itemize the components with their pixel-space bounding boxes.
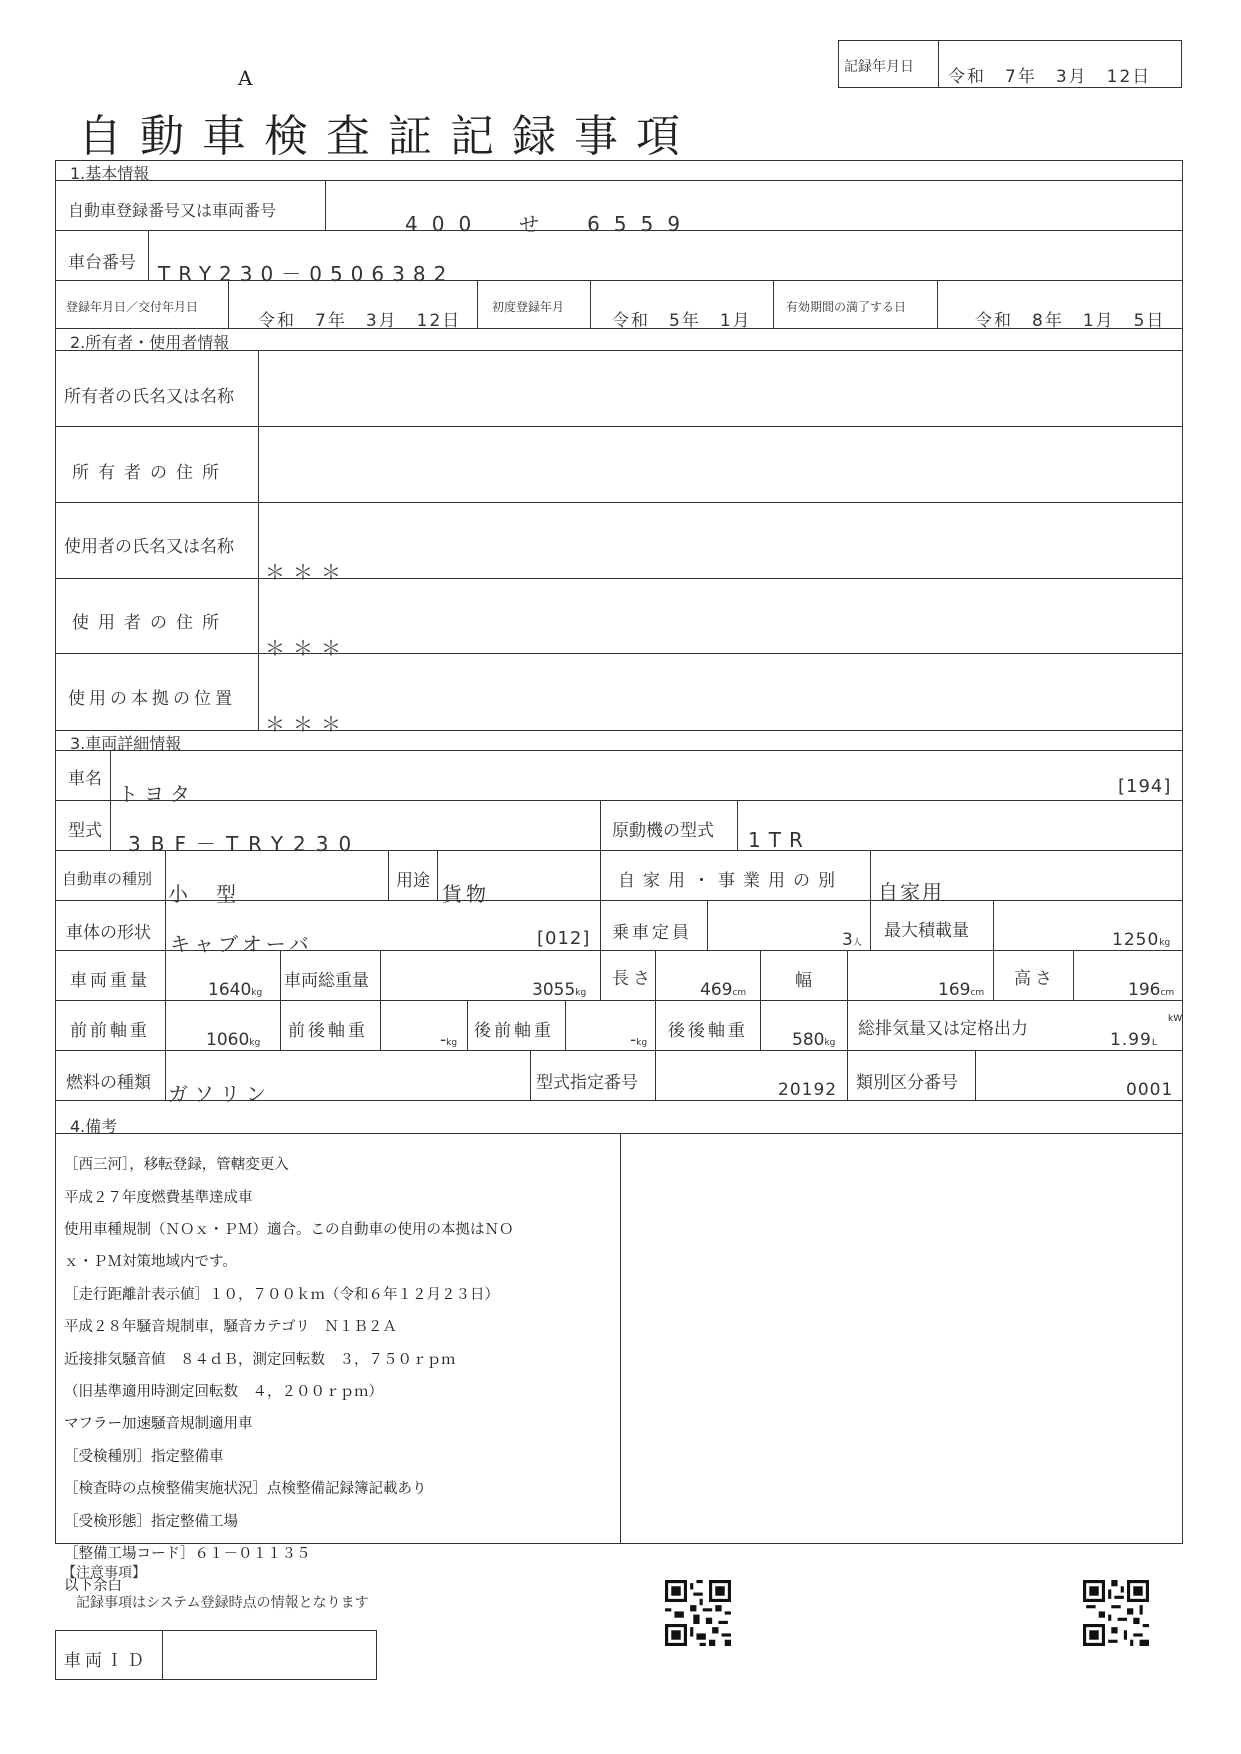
record-date-label: 記録年月日 bbox=[844, 59, 914, 75]
gross-value: 3055kg bbox=[532, 980, 587, 1000]
reg-no-label: 自動車登録番号又は車両番号 bbox=[68, 201, 277, 220]
class-no-value: 0001 bbox=[1126, 1080, 1174, 1100]
remark-line: ［検査時の点検整備実施状況］点検整備記録簿記載あり bbox=[64, 1481, 427, 1498]
disp-unit-top: kW bbox=[1168, 1014, 1183, 1024]
base-label: 使用の本拠の位置 bbox=[68, 689, 236, 709]
class-no-label: 類別区分番号 bbox=[856, 1073, 958, 1093]
user-name-label: 使用者の氏名又は名称 bbox=[64, 537, 234, 557]
remark-line: 平成２８年騒音規制車，騒音カテゴリ Ｎ１Ｂ２Ａ bbox=[64, 1319, 397, 1336]
remark-line: 近接排気騒音値 ８４ｄＢ，測定回転数 ３，７５０ｒｐｍ bbox=[64, 1351, 456, 1368]
remark-line: （旧基準適用時測定回転数 ４，２００ｒｐｍ） bbox=[64, 1384, 383, 1401]
caution-text: 記録事項はシステム登録時点の情報となります bbox=[76, 1595, 369, 1611]
body-code: [012] bbox=[537, 928, 591, 949]
width-value: 169cm bbox=[938, 980, 985, 1000]
type-no-label: 型式指定番号 bbox=[536, 1073, 638, 1093]
remark-line: ［受検形態］指定整備工場 bbox=[64, 1513, 238, 1530]
type-no-value: 20192 bbox=[778, 1080, 838, 1100]
engine-value: 1TR bbox=[748, 828, 811, 852]
ff-axle-value: 1060kg bbox=[206, 1030, 261, 1050]
rf-axle-label: 後前軸重 bbox=[474, 1021, 554, 1041]
mark-a: A bbox=[238, 66, 253, 90]
model-label: 型式 bbox=[68, 821, 102, 841]
reg-no-value: 400 せ 6559 bbox=[405, 212, 695, 236]
width-label: 幅 bbox=[795, 971, 812, 991]
kind-label: 自動車の種別 bbox=[62, 870, 153, 888]
rr-axle-value: 580kg bbox=[792, 1030, 836, 1050]
rr-axle-label: 後後軸重 bbox=[668, 1021, 748, 1041]
rf-axle-value: -kg bbox=[630, 1030, 648, 1050]
owner-addr-label: 所有者の住所 bbox=[72, 463, 228, 483]
qr-code-icon bbox=[665, 1580, 731, 1646]
section4-heading: 4.備考 bbox=[70, 1117, 118, 1136]
maxload-value: 1250kg bbox=[1112, 930, 1171, 950]
first-reg-value: 令和 5年 1月 bbox=[612, 311, 752, 331]
use-value: 貨物 bbox=[442, 882, 490, 906]
maxload-label: 最大積載量 bbox=[884, 921, 969, 941]
use-label: 用途 bbox=[396, 871, 430, 891]
make-code: [194] bbox=[1118, 776, 1172, 797]
disp-value: 1.99L bbox=[1110, 1030, 1157, 1050]
expiry-label: 有効期間の満了する日 bbox=[786, 300, 907, 314]
private-label: 自家用・事業用の別 bbox=[618, 871, 843, 891]
remark-line: 平成２７年度燃費基準達成車 bbox=[64, 1189, 253, 1206]
fuel-label: 燃料の種類 bbox=[66, 1073, 151, 1093]
make-label: 車名 bbox=[68, 769, 102, 789]
user-addr-value: ＊＊＊ bbox=[265, 636, 349, 660]
private-value: 自家用 bbox=[878, 880, 944, 904]
fuel-value: ガソリン bbox=[168, 1082, 272, 1106]
gross-label: 車両総重量 bbox=[284, 971, 369, 991]
body-label: 車体の形状 bbox=[66, 923, 151, 943]
remark-line: ［整備工場コード］６１－０１１３５ bbox=[64, 1546, 311, 1563]
fr-axle-value: -kg bbox=[440, 1030, 458, 1050]
user-addr-label: 使用者の住所 bbox=[72, 613, 228, 633]
base-value: ＊＊＊ bbox=[265, 712, 349, 736]
chassis-value: TRY230－0506382 bbox=[158, 262, 455, 286]
section2-heading: 2.所有者・使用者情報 bbox=[70, 333, 230, 352]
fr-axle-label: 前後軸重 bbox=[288, 1021, 368, 1041]
capacity-value: 3人 bbox=[842, 930, 862, 950]
remarks-text bbox=[64, 1141, 514, 1611]
length-label: 長さ bbox=[612, 969, 654, 989]
remark-line: ［走行距離計表示値］１０，７００ｋｍ（令和６年１２月２３日） bbox=[64, 1286, 499, 1303]
record-date-value: 令和 7年 3月 12日 bbox=[948, 67, 1152, 87]
remark-line: 以下余白 bbox=[64, 1578, 122, 1595]
ff-axle-label: 前前軸重 bbox=[70, 1021, 150, 1041]
section1-heading: 1.基本情報 bbox=[70, 164, 150, 183]
remark-line: ［受検種別］指定整備車 bbox=[64, 1448, 224, 1465]
vehicle-id-label: 車両ＩＤ bbox=[64, 1651, 148, 1671]
section3-heading: 3.車両詳細情報 bbox=[70, 734, 182, 753]
remark-line: ［西三河］，移転登録，管轄変更入 bbox=[64, 1157, 289, 1174]
model-value: 3BF－TRY230 bbox=[128, 832, 362, 856]
make-value: トヨタ bbox=[118, 782, 196, 806]
length-value: 469cm bbox=[700, 980, 747, 1000]
height-value: 196cm bbox=[1128, 980, 1175, 1000]
kind-value: 小 型 bbox=[168, 882, 240, 906]
reg-date-label: 登録年月日／交付年月日 bbox=[66, 300, 199, 314]
remark-line: 使用車種規制（ＮＯｘ・ＰＭ）適合。この自動車の使用の本拠はＮＯ bbox=[64, 1222, 514, 1239]
page-title: 自動車検査証記録事項 bbox=[78, 111, 698, 162]
owner-name-label: 所有者の氏名又は名称 bbox=[64, 387, 234, 407]
reg-date-value: 令和 7年 3月 12日 bbox=[258, 311, 462, 331]
height-label: 高さ bbox=[1014, 969, 1056, 989]
weight-value: 1640kg bbox=[208, 980, 263, 1000]
chassis-label: 車台番号 bbox=[68, 253, 136, 273]
expiry-value: 令和 8年 1月 5日 bbox=[975, 311, 1166, 331]
body-value: キャブオーバ bbox=[170, 932, 313, 956]
disp-label: 総排気量又は定格出力 bbox=[858, 1019, 1028, 1039]
capacity-label: 乗車定員 bbox=[612, 923, 692, 943]
engine-label: 原動機の型式 bbox=[612, 821, 714, 841]
first-reg-label: 初度登録年月 bbox=[492, 300, 565, 314]
remark-line: ｘ・ＰＭ対策地域内です。 bbox=[64, 1254, 237, 1271]
caution-heading: 【注意事項】 bbox=[62, 1565, 146, 1581]
user-name-value: ＊＊＊ bbox=[265, 560, 349, 584]
weight-label: 車両重量 bbox=[70, 971, 150, 991]
qr-code-icon bbox=[1083, 1580, 1149, 1646]
remark-line: マフラー加速騒音規制適用車 bbox=[64, 1416, 253, 1433]
